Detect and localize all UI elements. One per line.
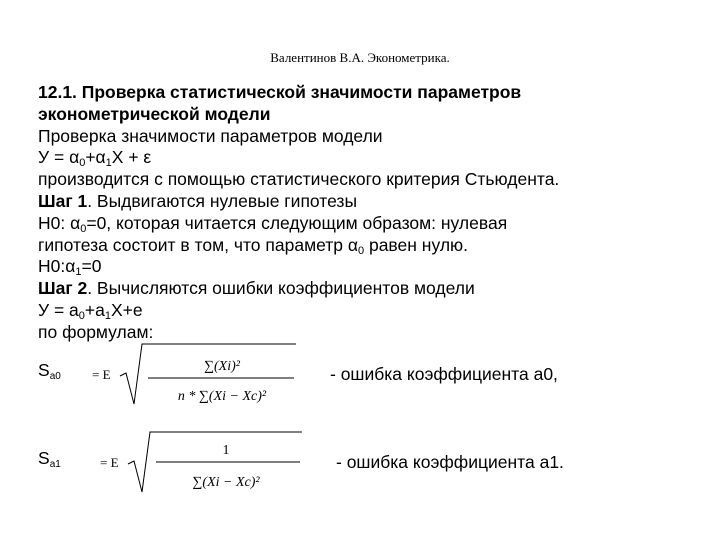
step2-line: Шаг 2. Вычисляются ошибки коэффициентов модели — [38, 278, 475, 299]
step1-label: Шаг 1 — [38, 190, 88, 211]
formula-row-a0 — [38, 340, 698, 410]
document-body — [38, 82, 698, 344]
step1-line: Шаг 1. Выдвигаются нулевые гипотезы — [38, 190, 358, 211]
h0-line1: Н0: $\alpha_0=0$, которая читается следующим образом: нулевая — [38, 212, 508, 235]
formula-numerator: ∑(Xi)² — [204, 359, 240, 374]
formula-denominator: n * ∑(Xi − Xc)² — [177, 389, 267, 404]
h0-line2: гипотеза состоит в том, что параметр $\alpha_0$ равен нулю. — [38, 234, 469, 257]
step2-label: Шаг 2 — [38, 278, 88, 299]
formula-label-a0: $S_{a0}$ — [38, 360, 61, 382]
formula-a1 — [90, 428, 310, 498]
intro-text: Проверка значимости параметров модели — [38, 125, 383, 146]
formula-desc-a0: - ошибка коэффициента а0, — [330, 364, 558, 384]
h0-alt-line: $Н0:\alpha_1=0$ — [38, 256, 102, 279]
model-equation-1: $У = \alpha_0+\alpha_1Х + \varepsilon$ — [38, 147, 152, 170]
section-title-line2: эконометрической модели — [38, 103, 271, 124]
formula-denominator: ∑(Xi − Xc)² — [192, 475, 260, 490]
formula-desc-a1: - ошибка коэффициента а1. — [336, 452, 564, 472]
formula-numerator: 1 — [222, 443, 230, 458]
model-equation-2: $У = a_0+a_1Х+e$ — [38, 299, 143, 322]
formula-row-a1 — [38, 428, 698, 498]
criterion-text: производится с помощью статистического критерия Стьюдента. — [38, 169, 560, 190]
section-title-line1: 12.1. Проверка статистической значимости параметров — [38, 82, 522, 102]
by-formulas-text: по формулам: — [38, 321, 154, 342]
formula-a0 — [90, 340, 300, 410]
formula-eq: = E — [100, 455, 119, 470]
formula-eq: = E — [92, 367, 111, 382]
formula-label-a1: $S_{a1}$ — [38, 448, 61, 470]
page-header: Валентинов В.А. Эконометрика. — [270, 50, 450, 65]
